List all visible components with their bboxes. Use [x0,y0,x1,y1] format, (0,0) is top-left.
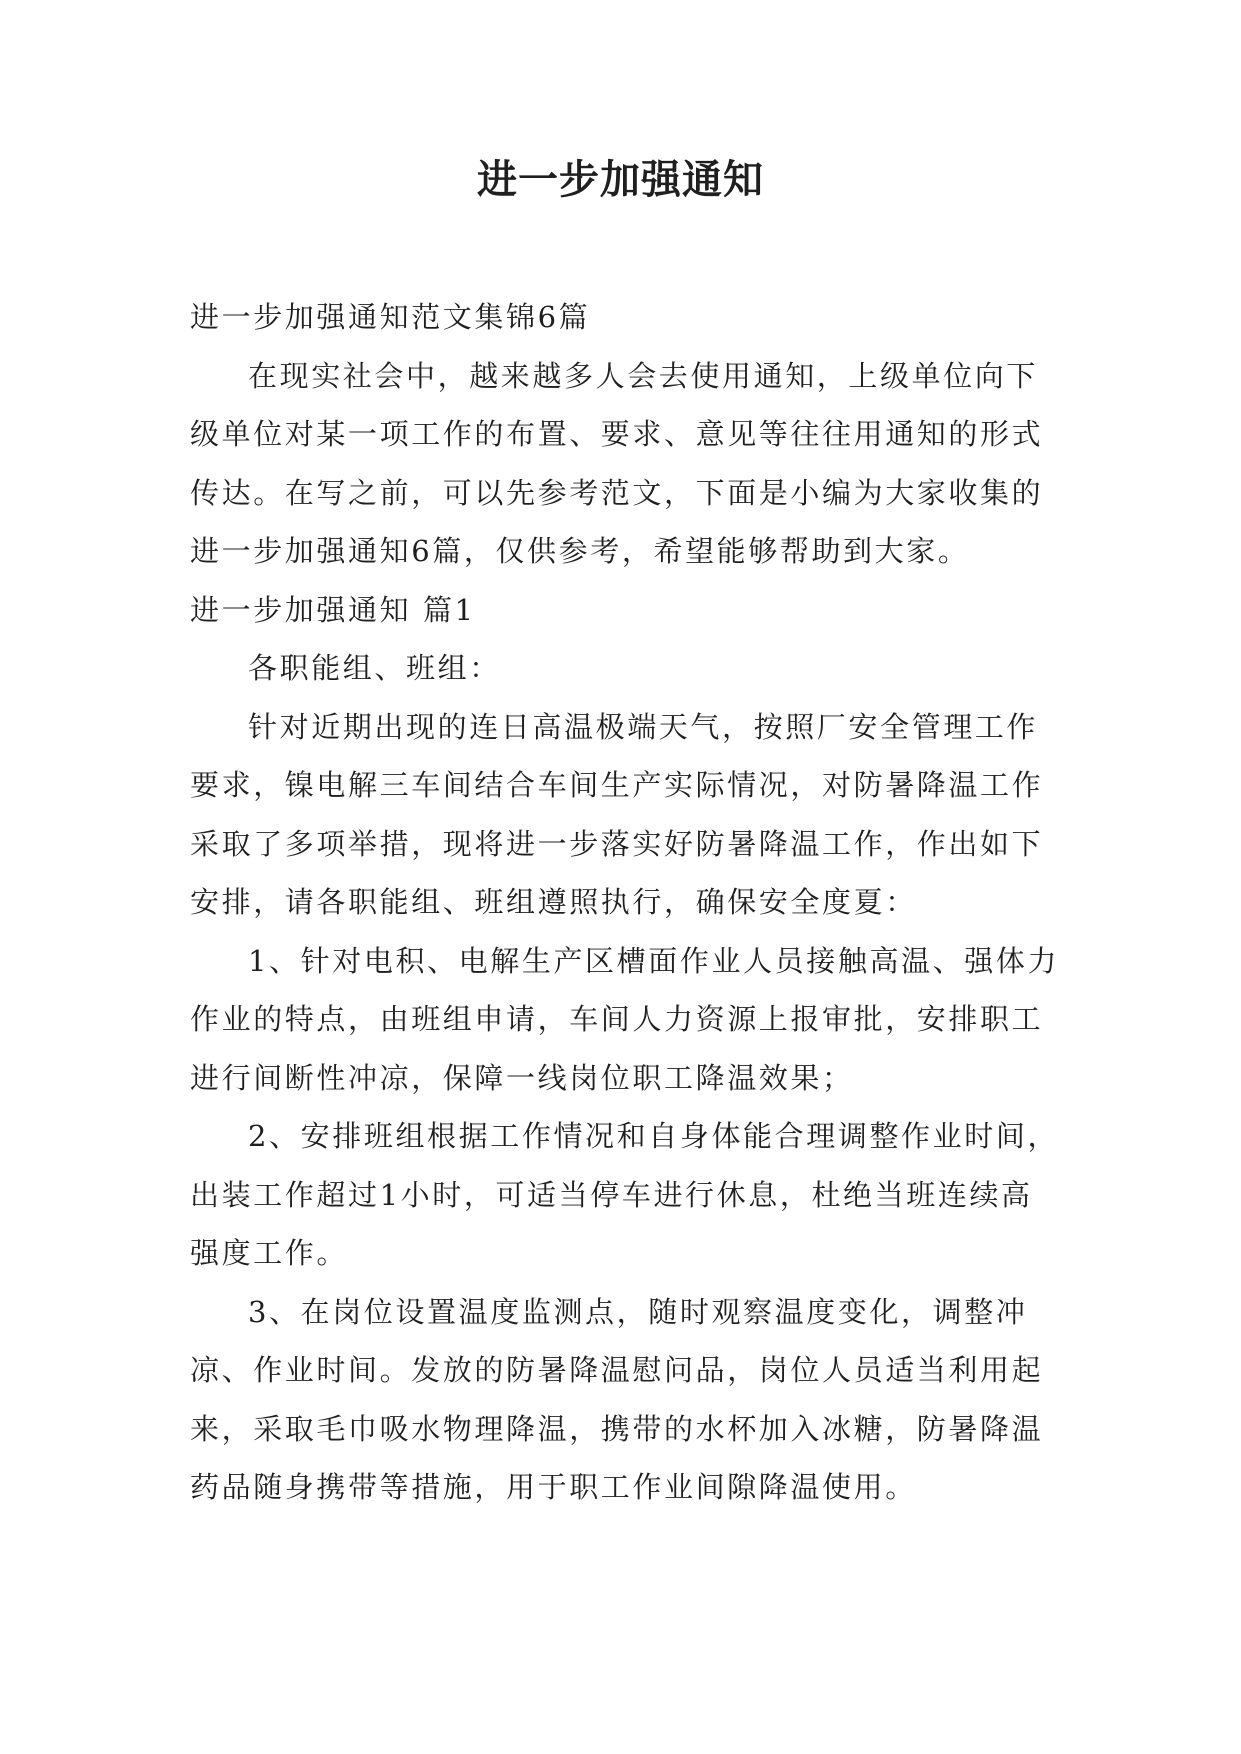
section-heading: 进一步加强通知 篇1 [190,592,476,627]
paragraph-1: 针对近期出现的连日高温极端天气，按照厂安全管理工作要求，镍电解三车间结合车间生产实际情况，对防暑降温工作采取了多项举措，现将进一步落实好防暑降温工作，作出如下安排，请各职能组、班组遵照执行，确保安全度夏： [190,709,1044,919]
list-item-3: 3、在岗位设置温度监测点，随时观察温度变化，调整冲凉、作业时间。发放的防暑降温慰问品，岗位人员适当利用起来，采取毛巾吸水物理降温，携带的水杯加入冰糖，防暑降温药品随身携带等措施，用于职工作业间隙降温使用。 [190,1294,1044,1504]
list-item-2: 2、安排班组根据工作情况和自身体能合理调整作业时间，出装工作超过1小时，可适当停车进行休息，杜绝当班连续高强度工作。 [190,1119,1060,1270]
intro-paragraph: 在现实社会中，越来越多人会去使用通知，上级单位向下级单位对某一项工作的布置、要求、意见等往往用通知的形式传达。在写之前，可以先参考范文，下面是小编为大家收集的进一步加强通知6篇，仅供参考，希望能够帮助到大家。 [190,358,1044,568]
list-item-1: 1、针对电积、电解生产区槽面作业人员接触高温、强体力作业的特点，由班组申请，车间人力资源上报审批，安排职工进行间断性冲凉，保障一线岗位职工降温效果； [190,943,1060,1095]
document-body [190,288,1060,1517]
document-title: 进一步加强通知 [477,156,764,203]
salutation: 各职能组、班组： [248,651,501,685]
document-subtitle: 进一步加强通知范文集锦6篇 [190,300,591,334]
